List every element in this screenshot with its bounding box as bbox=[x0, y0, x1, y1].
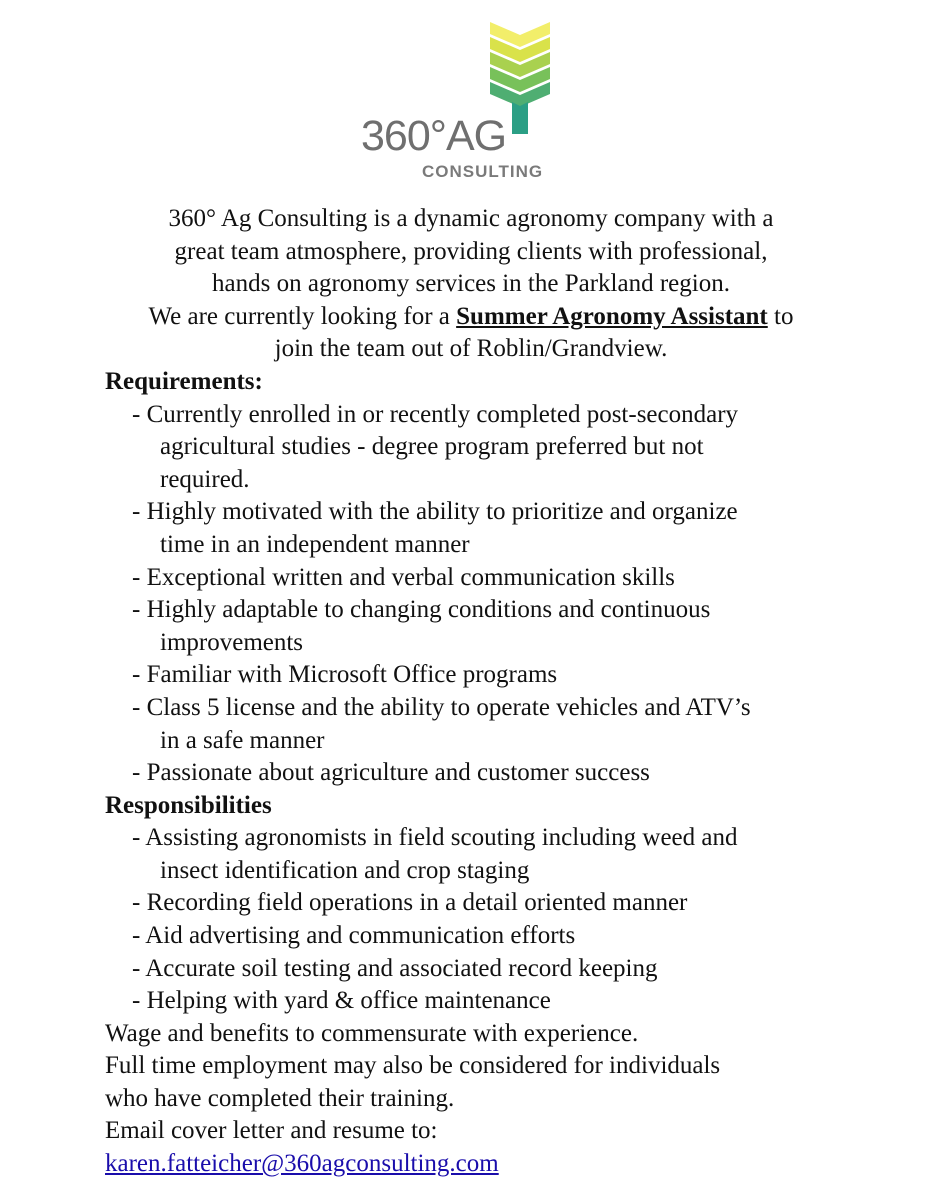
requirement-item: - Currently enrolled in or recently completed post-secondary bbox=[132, 401, 739, 428]
position-title: Summer Agronomy Assistant bbox=[456, 303, 768, 330]
logo-wordmark: 360°AG bbox=[361, 112, 507, 160]
responsibility-item: - Accurate soil testing and associated record keeping bbox=[132, 955, 658, 982]
intro-line-4-before: We are currently looking for a bbox=[148, 303, 457, 330]
requirement-item: - Class 5 license and the ability to operate vehicles and ATV’s bbox=[132, 694, 751, 721]
intro-line-1: 360° Ag Consulting is a dynamic agronomy company with a bbox=[168, 205, 774, 232]
intro-line-2: great team atmosphere, providing clients with professional, bbox=[174, 238, 768, 265]
requirement-item-continued: improvements bbox=[160, 629, 304, 656]
wage-note: Wage and benefits to commensurate with experience. bbox=[105, 1020, 639, 1047]
intro-line-4-after: to bbox=[767, 303, 794, 330]
responsibility-item: - Helping with yard & office maintenance bbox=[132, 987, 551, 1014]
fulltime-note-line-2: who have completed their training. bbox=[105, 1085, 455, 1112]
requirement-item: - Highly adaptable to changing conditions and continuous bbox=[132, 596, 711, 623]
logo-subtitle: CONSULTING bbox=[422, 162, 544, 181]
requirement-item: - Highly motivated with the ability to prioritize and organize bbox=[132, 498, 738, 525]
requirement-item: - Familiar with Microsoft Office programs bbox=[132, 661, 558, 688]
requirement-item-continued: in a safe manner bbox=[160, 727, 325, 754]
responsibility-item: - Recording field operations in a detail oriented manner bbox=[132, 889, 688, 916]
intro-line-4 bbox=[0, 301, 942, 334]
fulltime-note-line-1: Full time employment may also be considered for individuals bbox=[105, 1052, 721, 1079]
intro-line-3: hands on agronomy services in the Parkland region. bbox=[212, 270, 730, 297]
requirement-item-continued: agricultural studies - degree program preferred but not bbox=[160, 433, 704, 460]
requirement-item-continued: required. bbox=[160, 466, 250, 493]
responsibilities-heading: Responsibilities bbox=[105, 792, 272, 819]
email-instruction: Email cover letter and resume to: bbox=[105, 1117, 438, 1144]
responsibility-item-continued: insect identification and crop staging bbox=[160, 857, 530, 884]
requirement-item: - Passionate about agriculture and customer success bbox=[132, 759, 650, 786]
intro-line-5: join the team out of Roblin/Grandview. bbox=[274, 335, 668, 362]
company-logo bbox=[360, 22, 560, 181]
responsibility-item: - Assisting agronomists in field scouting including weed and bbox=[132, 824, 738, 851]
requirement-item: - Exceptional written and verbal communication skills bbox=[132, 564, 675, 591]
requirement-item-continued: time in an independent manner bbox=[160, 531, 470, 558]
email-link[interactable]: karen.fatteicher@360agconsulting.com bbox=[105, 1150, 499, 1177]
requirements-heading: Requirements: bbox=[105, 368, 263, 395]
responsibility-item: - Aid advertising and communication efforts bbox=[132, 922, 576, 949]
